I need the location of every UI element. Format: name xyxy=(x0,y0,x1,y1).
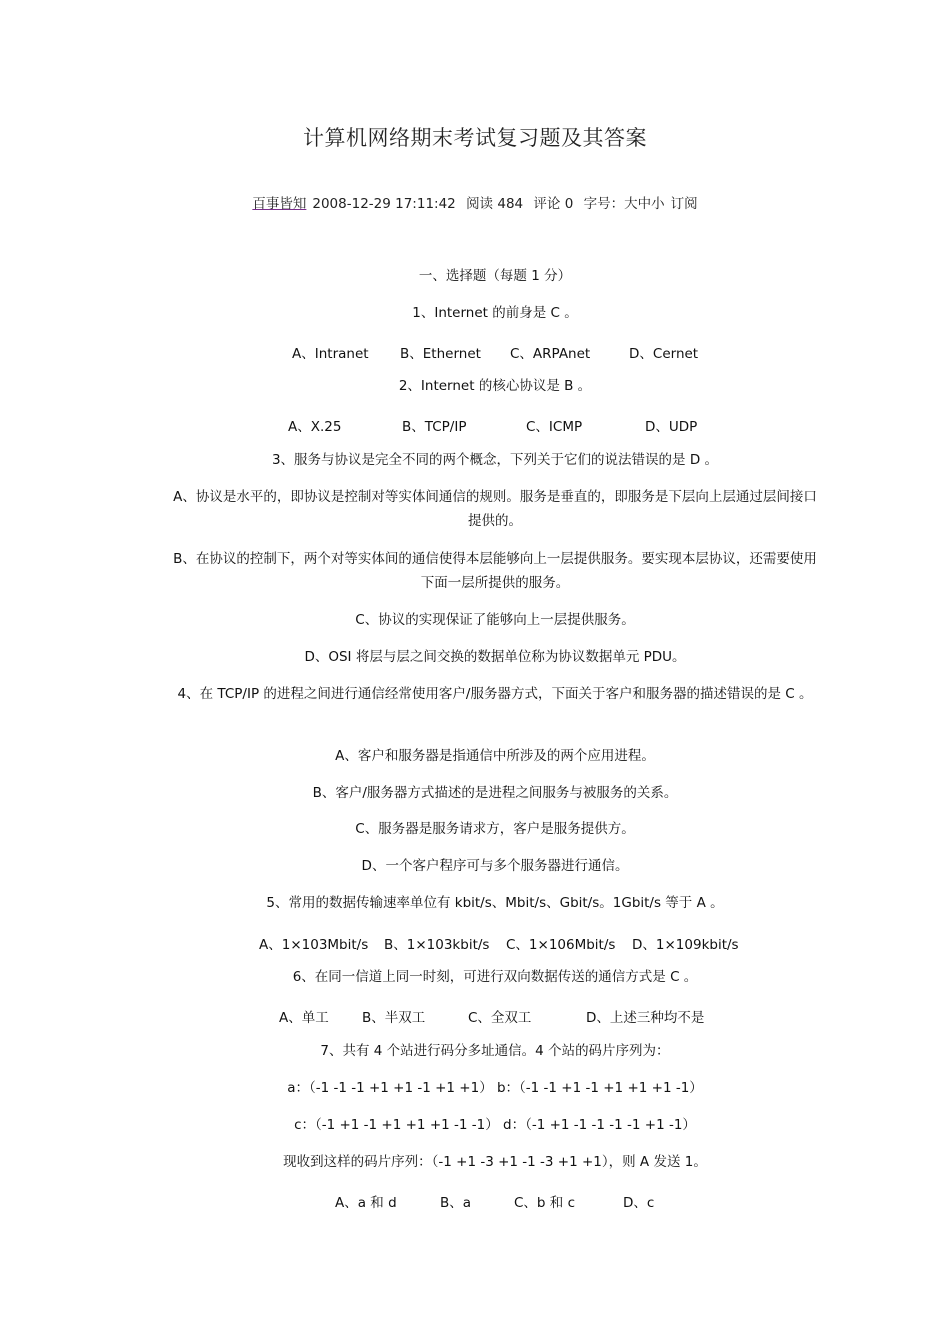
question-4-option-a: A、客户和服务器是指通信中所涉及的两个应用进程。 xyxy=(335,748,655,764)
read-count: 阅读 484 xyxy=(466,196,524,212)
option-c: C、b 和 c xyxy=(514,1195,576,1211)
article-meta xyxy=(0,192,950,212)
option-b: B、半双工 xyxy=(362,1010,426,1026)
option-b: B、Ethernet xyxy=(400,346,481,362)
option-b: B、1×103kbit/s xyxy=(384,937,490,953)
question-4-option-b: B、客户/服务器方式描述的是进程之间服务与被服务的关系。 xyxy=(312,785,678,801)
question-4: 4、在 TCP/IP 的进程之间进行通信经常使用客户/服务器方式，下面关于客户和服务器的描述错误的是 C 。 xyxy=(177,686,813,702)
question-2: 2、Internet 的核心协议是 B 。 xyxy=(398,378,592,394)
question-7: 7、共有 4 个站进行码分多址通信。4 个站的码片序列为： xyxy=(320,1043,670,1059)
option-c: C、ARPAnet xyxy=(510,346,591,362)
page-title: 计算机网络期末考试复习题及其答案 xyxy=(303,126,647,150)
question-4-option-c: C、服务器是服务请求方，客户是服务提供方。 xyxy=(355,821,635,837)
chip-sequence-cd: c：（-1 +1 -1 +1 +1 +1 -1 -1） d：（-1 +1 -1 -1 -1 -1 +1 -1） xyxy=(294,1117,696,1133)
question-3-option-d: D、OSI 将层与层之间交换的数据单位称为协议数据单元 PDU。 xyxy=(304,649,686,665)
option-c: C、1×106Mbit/s xyxy=(506,937,616,953)
option-b: B、a xyxy=(440,1195,472,1211)
option-a: A、a 和 d xyxy=(335,1195,397,1211)
option-a: A、Intranet xyxy=(292,346,369,362)
section-heading: 一、选择题（每题 1 分） xyxy=(418,268,572,284)
question-1: 1、Internet 的前身是 C 。 xyxy=(412,305,578,321)
option-a: A、1×103Mbit/s xyxy=(259,937,369,953)
question-3-option-c: C、协议的实现保证了能够向上一层提供服务。 xyxy=(355,612,635,628)
font-size-selector[interactable]: 字号：大中小 xyxy=(583,196,665,212)
chip-sequence-ab: a：（-1 -1 -1 +1 +1 -1 +1 +1） b：（-1 -1 +1 -1 +1 +1 +1 -1） xyxy=(287,1080,703,1096)
post-datetime: 2008-12-29 17:11:42 xyxy=(312,196,456,212)
question-5: 5、常用的数据传输速率单位有 kbit/s、Mbit/s、Gbit/s。1Gbit/s 等于 A 。 xyxy=(266,895,724,911)
comment-count[interactable]: 评论 0 xyxy=(533,196,574,212)
option-d: D、上述三种均不是 xyxy=(586,1010,705,1026)
question-3: 3、服务与协议是完全不同的两个概念，下列关于它们的说法错误的是 D 。 xyxy=(271,452,719,468)
option-a: A、X.25 xyxy=(288,419,342,435)
question-4-option-d: D、一个客户程序可与多个服务器进行通信。 xyxy=(361,858,629,874)
option-d: D、c xyxy=(623,1195,655,1211)
question-6: 6、在同一信道上同一时刻，可进行双向数据传送的通信方式是 C 。 xyxy=(292,969,698,985)
received-sequence: 现收到这样的码片序列：（-1 +1 -3 +1 -1 -3 +1 +1），则 A 发送 1。 xyxy=(283,1154,707,1170)
subscribe-link[interactable]: 订阅 xyxy=(670,196,698,212)
option-d: D、Cernet xyxy=(629,346,699,362)
option-c: C、全双工 xyxy=(468,1010,532,1026)
option-d: D、1×109kbit/s xyxy=(632,937,739,953)
option-a: A、单工 xyxy=(279,1010,329,1026)
option-d: D、UDP xyxy=(645,419,698,435)
question-3-option-a: A、协议是水平的，即协议是控制对等实体间通信的规则。服务是垂直的，即服务是下层向上层通过层间接口提供的。 xyxy=(173,489,817,529)
question-3-option-b: B、在协议的控制下，两个对等实体间的通信使得本层能够向上一层提供服务。要实现本层协议，还需要使用下面一层所提供的服务。 xyxy=(173,551,817,591)
option-c: C、ICMP xyxy=(526,419,583,435)
option-b: B、TCP/IP xyxy=(402,419,467,435)
author-link[interactable]: 百事皆知 xyxy=(252,196,307,212)
